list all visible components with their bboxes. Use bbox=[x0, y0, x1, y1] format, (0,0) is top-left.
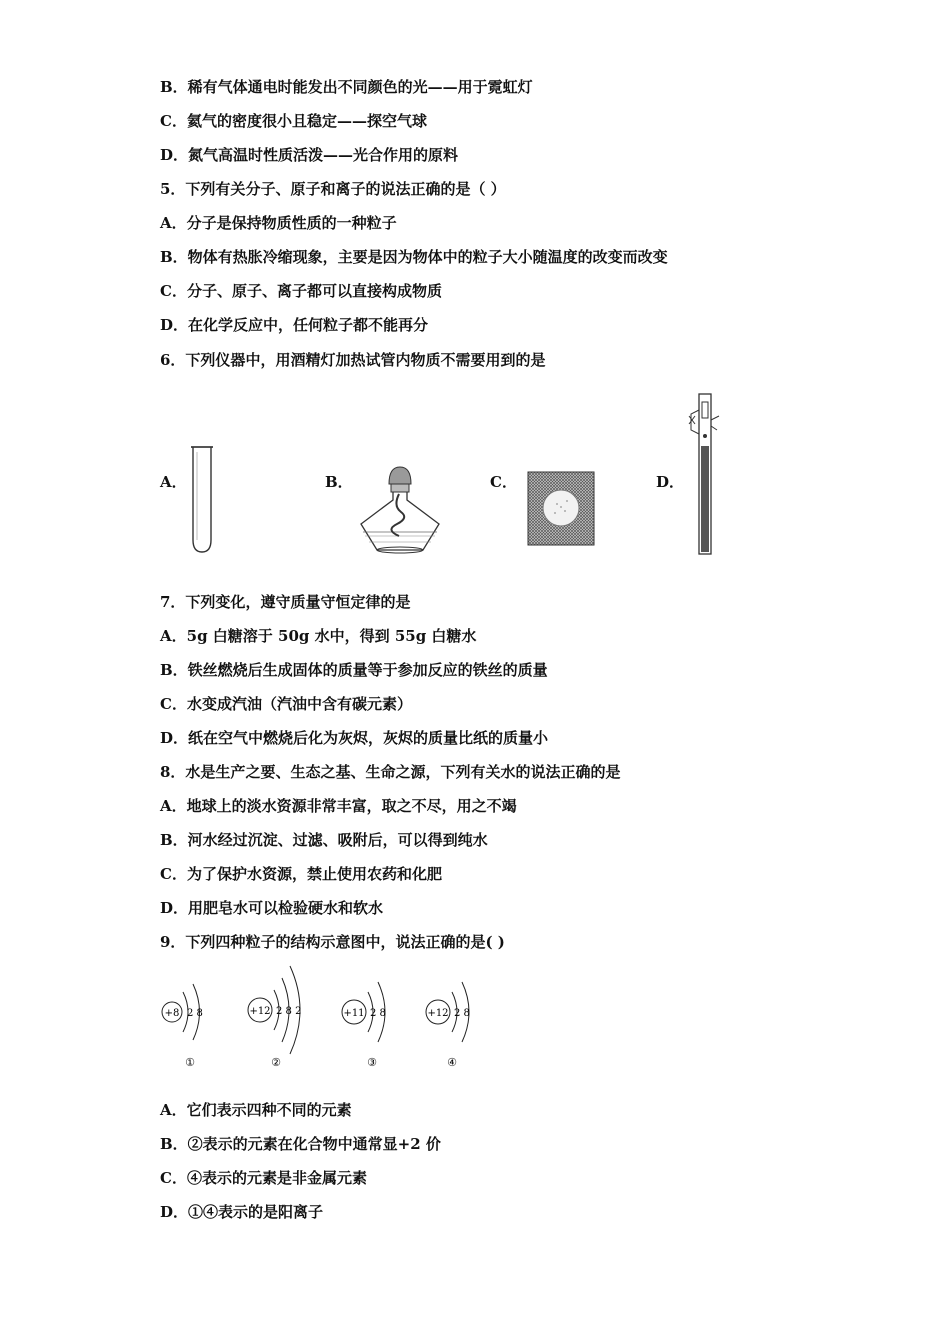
question-8: 8．水是生产之要、生态之基、生命之源，下列有关水的说法正确的是 bbox=[160, 763, 621, 781]
test-tube-icon bbox=[185, 442, 225, 557]
particle-2-diagram bbox=[248, 966, 301, 1069]
svg-text:+11: +11 bbox=[343, 1008, 365, 1019]
q6-option-c-label: C． bbox=[490, 473, 517, 491]
wire-gauze-icon bbox=[527, 471, 597, 547]
q9-option-c: C．④表示的元素是非金属元素 bbox=[160, 1169, 367, 1187]
q7-option-d: D．纸在空气中燃烧后化为灰烬，灰烬的质量比纸的质量小 bbox=[160, 729, 549, 747]
question-7: 7．下列变化，遵守质量守恒定律的是 bbox=[160, 593, 411, 611]
particle-3-diagram bbox=[342, 982, 386, 1069]
svg-text:③: ③ bbox=[367, 1056, 377, 1069]
option-b-rare-gas: B．稀有气体通电时能发出不同颜色的光——用于霓虹灯 bbox=[160, 78, 533, 96]
svg-text:+12: +12 bbox=[427, 1008, 449, 1019]
svg-text:+8: +8 bbox=[164, 1008, 180, 1019]
q6-option-d-label: D． bbox=[656, 473, 685, 491]
svg-text:②: ② bbox=[271, 1056, 281, 1069]
particle-4-diagram bbox=[426, 982, 470, 1069]
q5-option-a: A．分子是保持物质性质的一种粒子 bbox=[160, 214, 397, 232]
question-6: 6．下列仪器中，用酒精灯加热试管内物质不需要用到的是 bbox=[160, 351, 546, 369]
svg-text:2 8 2: 2 8 2 bbox=[276, 1006, 302, 1017]
question-9: 9．下列四种粒子的结构示意图中，说法正确的是( ) bbox=[160, 933, 505, 951]
q8-option-d: D．用肥皂水可以检验硬水和软水 bbox=[160, 899, 384, 917]
q5-option-d: D．在化学反应中，任何粒子都不能再分 bbox=[160, 316, 429, 334]
q9-option-b: B．②表示的元素在化合物中通常显+2 价 bbox=[160, 1135, 441, 1153]
option-c-helium: C．氦气的密度很小且稳定——探空气球 bbox=[160, 112, 427, 130]
svg-text:2 8: 2 8 bbox=[370, 1008, 386, 1019]
svg-text:+12: +12 bbox=[249, 1006, 271, 1017]
svg-text:2 8: 2 8 bbox=[454, 1008, 470, 1019]
q8-option-a: A．地球上的淡水资源非常丰富，取之不尽，用之不竭 bbox=[160, 797, 517, 815]
option-d-nitrogen: D．氮气高温时性质活泼——光合作用的原料 bbox=[160, 146, 459, 164]
question-5: 5．下列有关分子、原子和离子的说法正确的是（ ） bbox=[160, 180, 506, 198]
q6-option-b-label: B． bbox=[325, 473, 353, 491]
q8-option-b: B．河水经过沉淀、过滤、吸附后，可以得到纯水 bbox=[160, 831, 488, 849]
svg-text:2 8: 2 8 bbox=[187, 1008, 203, 1019]
svg-text:④: ④ bbox=[447, 1056, 457, 1069]
q7-option-b: B．铁丝燃烧后生成固体的质量等于参加反应的铁丝的质量 bbox=[160, 661, 548, 679]
q9-option-d: D．①④表示的是阳离子 bbox=[160, 1203, 324, 1221]
q7-option-c: C．水变成汽油（汽油中含有碳元素） bbox=[160, 695, 412, 713]
particle-structure-diagrams bbox=[150, 960, 490, 1072]
q7-option-a: A．5g 白糖溶于 50g 水中，得到 55g 白糖水 bbox=[160, 627, 477, 645]
svg-text:①: ① bbox=[185, 1056, 195, 1069]
q6-option-a-label: A． bbox=[160, 473, 187, 491]
q9-option-a: A．它们表示四种不同的元素 bbox=[160, 1101, 352, 1119]
q5-option-b: B．物体有热胀冷缩现象，主要是因为物体中的粒子大小随温度的改变而改变 bbox=[160, 248, 668, 266]
q5-option-c: C．分子、原子、离子都可以直接构成物质 bbox=[160, 282, 442, 300]
test-tube-holder-icon bbox=[685, 390, 725, 558]
alcohol-lamp-icon bbox=[355, 462, 445, 557]
q8-option-c: C．为了保护水资源，禁止使用农药和化肥 bbox=[160, 865, 442, 883]
particle-1-diagram bbox=[162, 984, 203, 1069]
